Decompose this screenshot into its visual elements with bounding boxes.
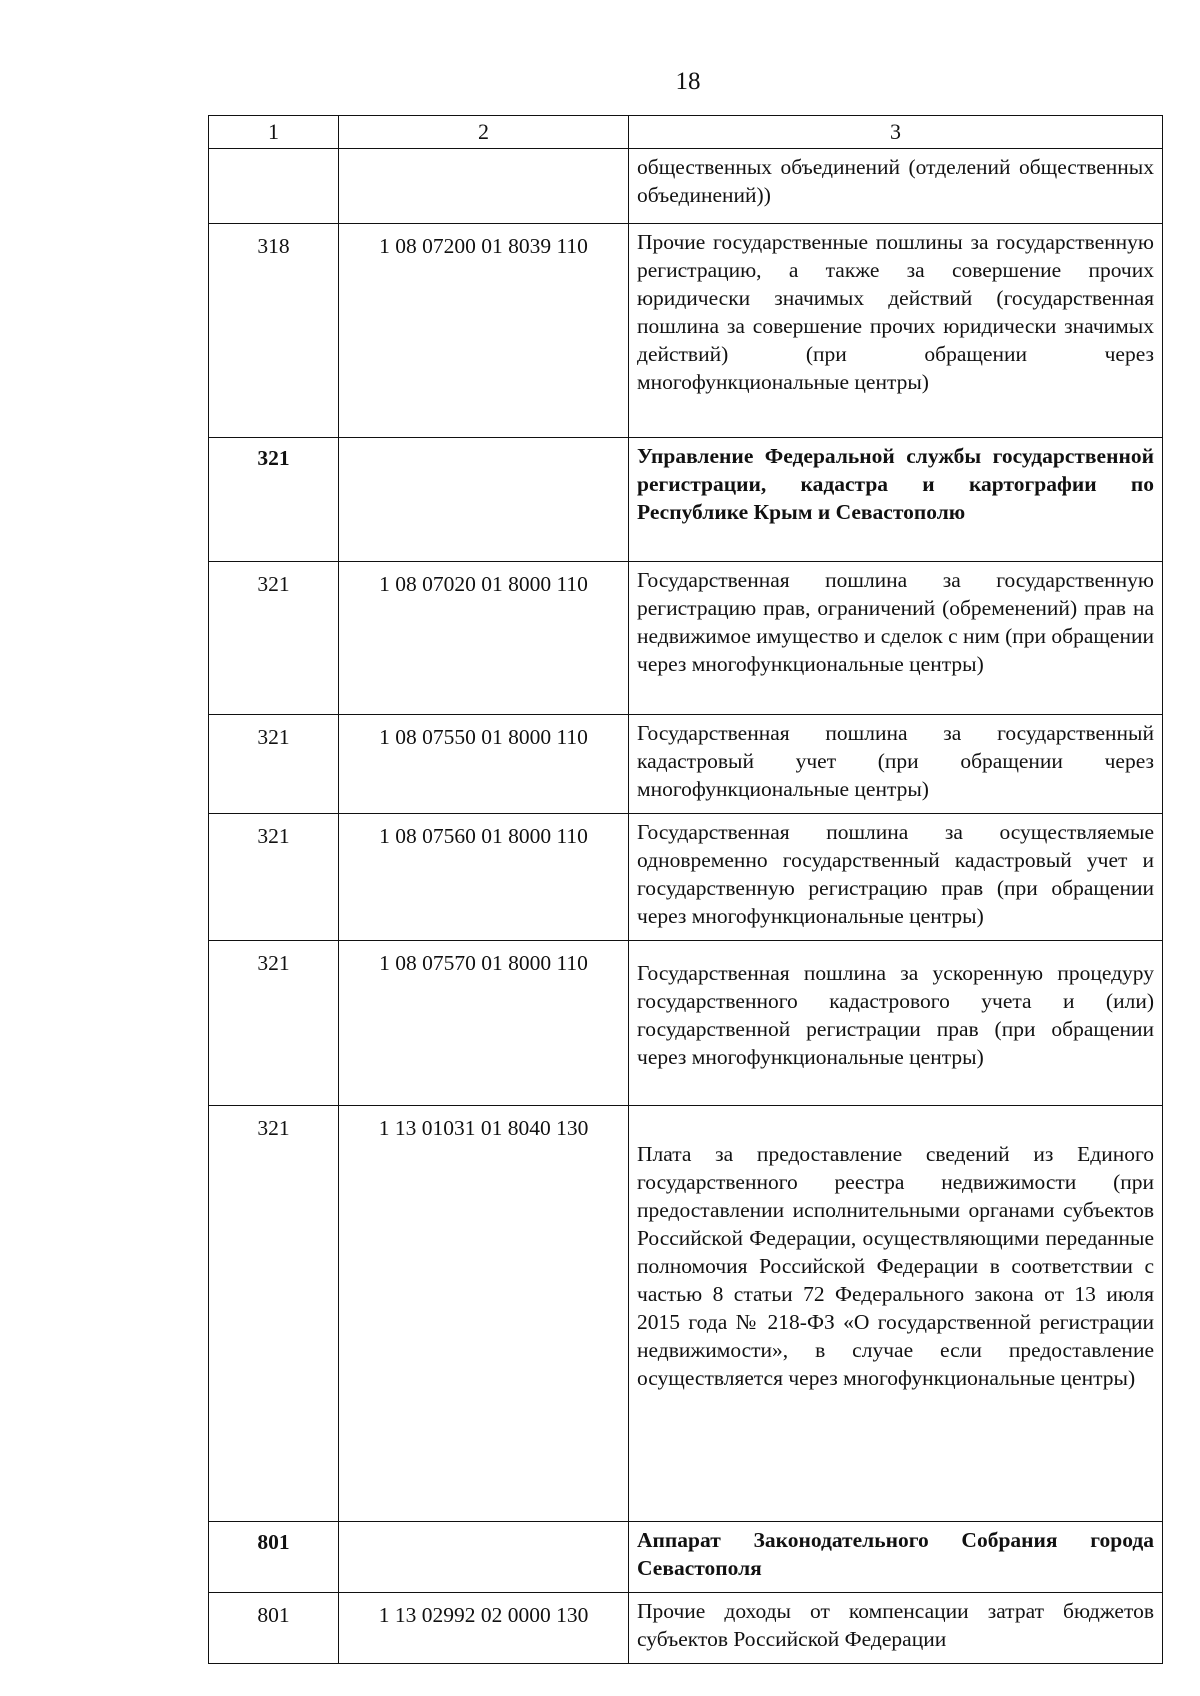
revenue-code-cell: 1 13 01031 01 8040 130 bbox=[339, 1106, 629, 1522]
administrator-name-cell: Аппарат Законодательного Собрания города Севастополя bbox=[629, 1522, 1163, 1593]
description-cell: Прочие доходы от компенсации затрат бюджетов субъектов Российской Федерации bbox=[629, 1593, 1163, 1664]
revenue-code-cell bbox=[339, 1522, 629, 1593]
revenue-code-cell: 1 08 07020 01 8000 110 bbox=[339, 562, 629, 715]
table-row bbox=[209, 941, 1163, 1106]
admin-code-cell: 801 bbox=[209, 1593, 339, 1664]
page-number: 18 bbox=[675, 68, 701, 95]
table-row bbox=[209, 562, 1163, 715]
description-cell: общественных объединений (отделений общественных объединений)) bbox=[629, 149, 1163, 224]
admin-code-cell: 321 bbox=[209, 1106, 339, 1522]
description-cell: Государственная пошлина за государственную регистрацию прав, ограничений (обременений) прав на недвижимое имущество и сделок с ним (при обращении через многофункциональные центры) bbox=[629, 562, 1163, 715]
admin-code-cell bbox=[209, 149, 339, 224]
table-row bbox=[209, 224, 1163, 438]
table-row bbox=[209, 814, 1163, 941]
admin-code-cell: 321 bbox=[209, 438, 339, 562]
column-header-2: 2 bbox=[339, 116, 629, 149]
revenue-code-cell: 1 08 07550 01 8000 110 bbox=[339, 715, 629, 814]
table-section-row bbox=[209, 438, 1163, 562]
revenue-code-cell: 1 08 07570 01 8000 110 bbox=[339, 941, 629, 1106]
description-cell: Государственная пошлина за государственный кадастровый учет (при обращении через многофункциональные центры) bbox=[629, 715, 1163, 814]
admin-code-cell: 318 bbox=[209, 224, 339, 438]
description-cell: Прочие государственные пошлины за государственную регистрацию, а также за совершение прочих юридически значимых действий (государственная пошлина за совершение прочих юридически значимых действий) (при обращении через многофункциональные центры) bbox=[629, 224, 1163, 438]
revenue-code-cell: 1 13 02992 02 0000 130 bbox=[339, 1593, 629, 1664]
revenue-code-cell bbox=[339, 438, 629, 562]
revenue-code-cell: 1 08 07560 01 8000 110 bbox=[339, 814, 629, 941]
table-header-row bbox=[209, 116, 1163, 149]
revenue-code-cell: 1 08 07200 01 8039 110 bbox=[339, 224, 629, 438]
admin-code-cell: 801 bbox=[209, 1522, 339, 1593]
table-section-row bbox=[209, 1522, 1163, 1593]
column-header-3: 3 bbox=[629, 116, 1163, 149]
admin-code-cell: 321 bbox=[209, 715, 339, 814]
revenue-code-cell bbox=[339, 149, 629, 224]
table-row bbox=[209, 149, 1163, 224]
revenue-codes-table bbox=[208, 115, 1163, 1664]
description-cell: Государственная пошлина за осуществляемые одновременно государственный кадастровый учет и государственную регистрацию прав (при обращении через многофункциональные центры) bbox=[629, 814, 1163, 941]
description-cell: Плата за предоставление сведений из Единого государственного реестра недвижимости (при предоставлении исполнительными органами субъектов Российской Федерации, осуществляющими переданные полномочия Российской Федерации в соответствии с частью 8 статьи 72 Федерального закона от 13 июля 2015 года № 218-ФЗ «О государственной регистрации недвижимости», в случае если предоставление осуществляется через многофункциональные центры) bbox=[629, 1106, 1163, 1522]
admin-code-cell: 321 bbox=[209, 941, 339, 1106]
admin-code-cell: 321 bbox=[209, 562, 339, 715]
table-row bbox=[209, 1593, 1163, 1664]
table-row bbox=[209, 715, 1163, 814]
column-header-1: 1 bbox=[209, 116, 339, 149]
admin-code-cell: 321 bbox=[209, 814, 339, 941]
description-cell: Государственная пошлина за ускоренную процедуру государственного кадастрового учета и (или) государственной регистрации прав (при обращении через многофункциональные центры) bbox=[629, 941, 1163, 1106]
table-row bbox=[209, 1106, 1163, 1522]
administrator-name-cell: Управление Федеральной службы государственной регистрации, кадастра и картографии по Республике Крым и Севастополю bbox=[629, 438, 1163, 562]
